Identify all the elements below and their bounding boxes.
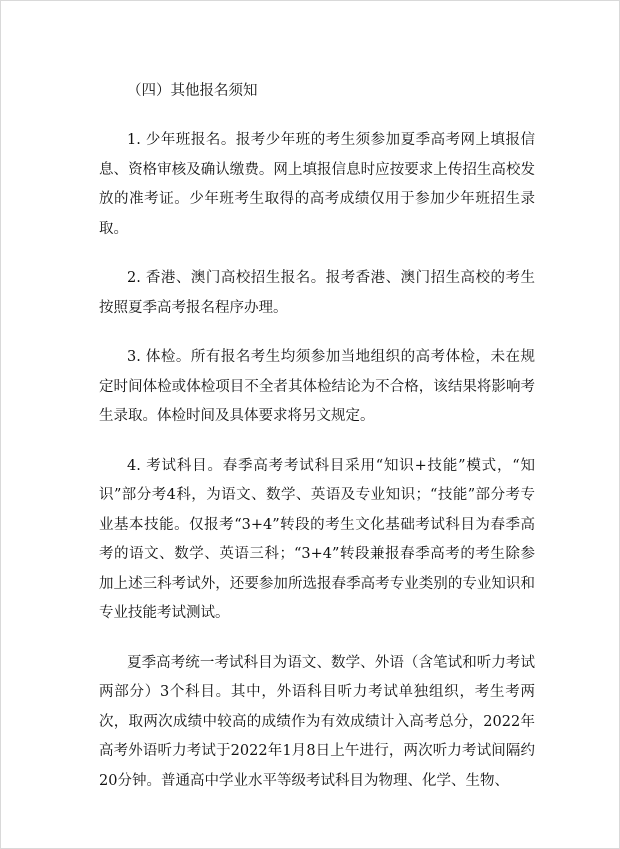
paragraph-junior-class: 1. 少年班报名。报考少年班的考生须参加夏季高考网上填报信息、资格审核及确认缴费。网上填报信息时应按要求上传招生高校发放的准考证。少年班考生取得的高考成绩仅用于参加少年班招生录取。 bbox=[99, 132, 535, 237]
paragraph-hk-macau: 2. 香港、澳门高校招生报名。报考香港、澳门招生高校的考生按照夏季高考报名程序办理。 bbox=[99, 270, 535, 316]
section-heading: （四）其他报名须知 bbox=[127, 83, 258, 99]
paragraph-exam-subjects: 4. 考试科目。春季高考考试科目采用“知识+技能”模式，“知识”部分考4科，为语文、数学、英语及专业知识；“技能”部分考专业基本技能。仅报考“3+4”转段的考生文化基础考试科目为春季高考的语文、数学、英语三科；“3+4”转段兼报春季高考的考生除参加上述三科考试外，还要参加所选报春季高考专业类别的专业知识和专业技能考试测试。 bbox=[99, 457, 535, 621]
paragraph-physical-exam: 3. 体检。所有报名考生均须参加当地组织的高考体检，未在规定时间体检或体检项目不全者其体检结论为不合格，该结果将影响考生录取。体检时间及具体要求将另文规定。 bbox=[99, 349, 535, 424]
document-body bbox=[99, 77, 535, 816]
paragraph-summer-exam: 夏季高考统一考试科目为语文、数学、外语（含笔试和听力考试两部分）3个科目。其中，外语科目听力考试单独组织，考生考两次，取两次成绩中较高的成绩作为有效成绩计入高考总分，2022年高考外语听力考试于2022年1月8日上午进行，两次听力考试间隔约20分钟。普通高中学业水平等级考试科目为物理、化学、生物、 bbox=[99, 654, 535, 789]
